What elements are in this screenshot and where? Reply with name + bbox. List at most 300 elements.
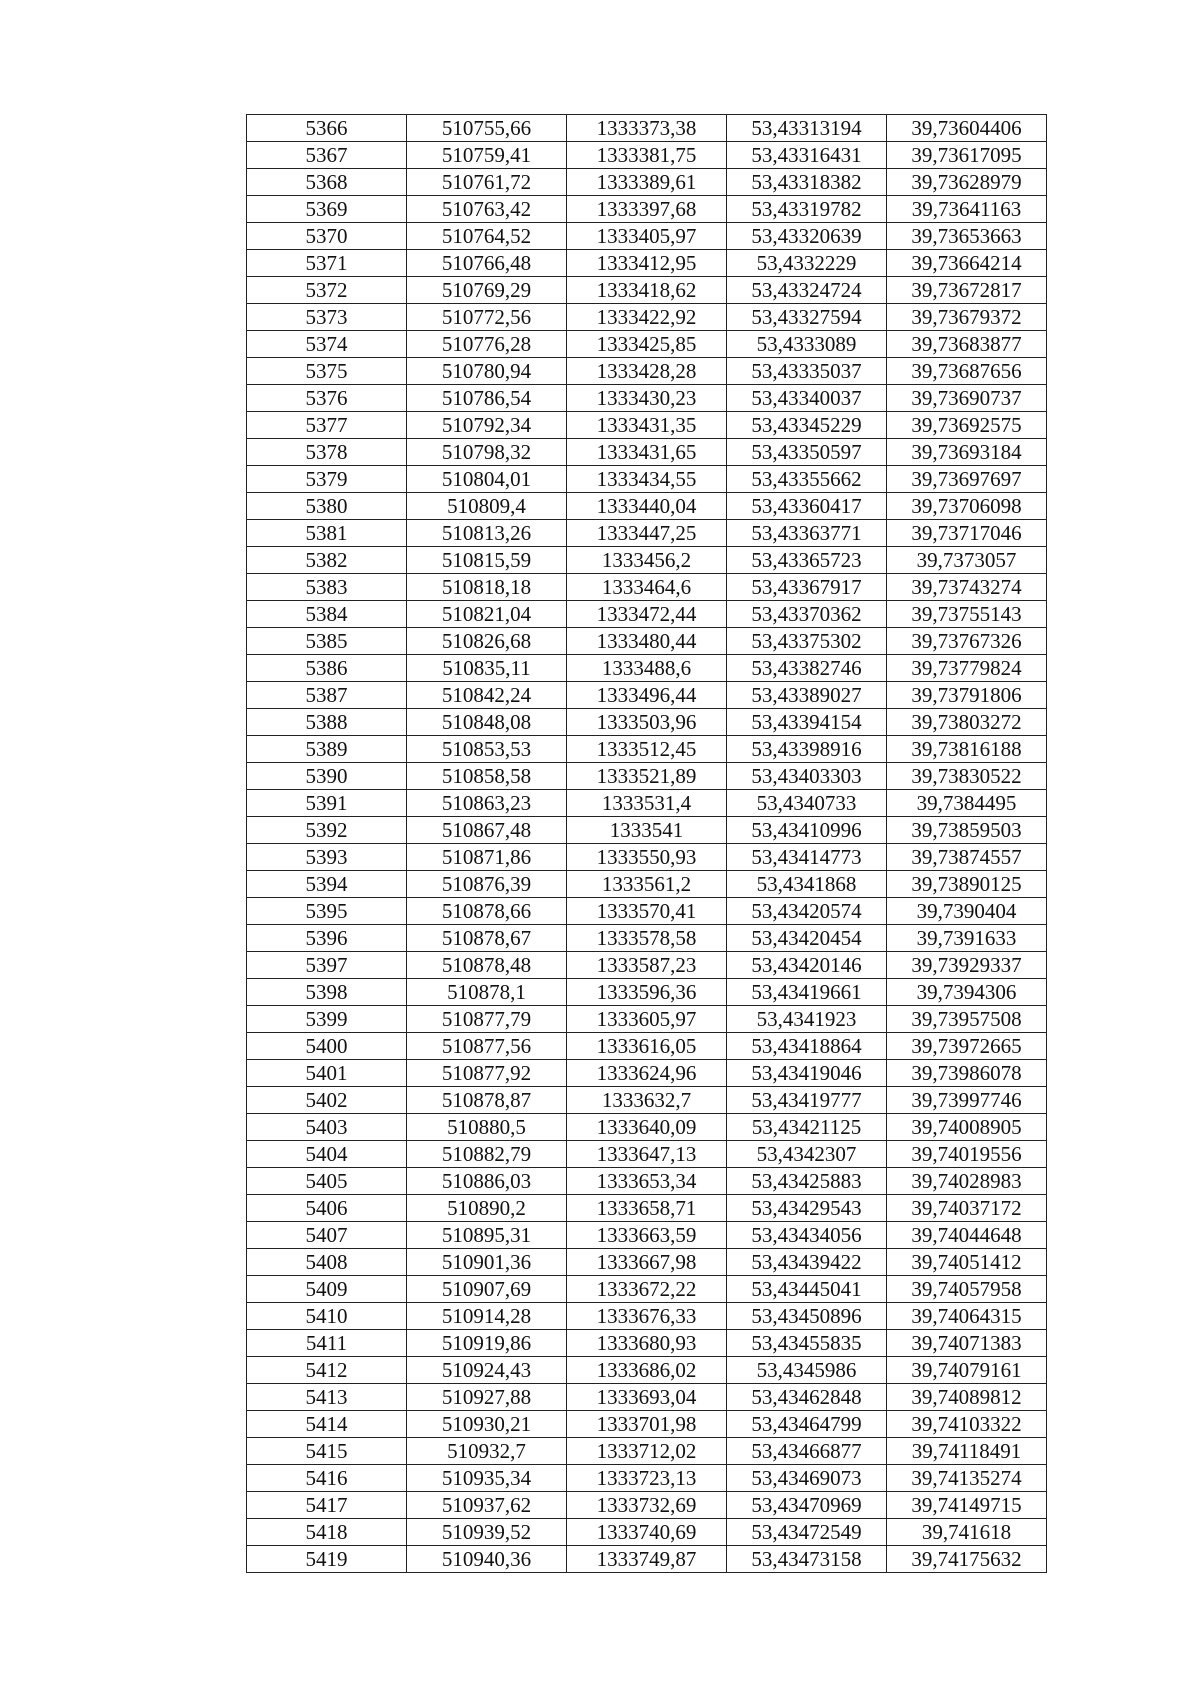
latitude-cell: 53,43419661: [727, 979, 887, 1006]
table-row: [247, 628, 1047, 655]
y-coordinate-cell: 1333605,97: [567, 1006, 727, 1033]
latitude-cell: 53,43355662: [727, 466, 887, 493]
x-coordinate-cell: 510826,68: [407, 628, 567, 655]
point-number-cell: 5379: [247, 466, 407, 493]
y-coordinate-cell: 1333596,36: [567, 979, 727, 1006]
longitude-cell: 39,74118491: [887, 1438, 1047, 1465]
longitude-cell: 39,74149715: [887, 1492, 1047, 1519]
x-coordinate-cell: 510809,4: [407, 493, 567, 520]
coordinates-table: [246, 114, 1047, 1573]
table-row: [247, 574, 1047, 601]
longitude-cell: 39,73791806: [887, 682, 1047, 709]
point-number-cell: 5383: [247, 574, 407, 601]
y-coordinate-cell: 1333472,44: [567, 601, 727, 628]
x-coordinate-cell: 510932,7: [407, 1438, 567, 1465]
x-coordinate-cell: 510890,2: [407, 1195, 567, 1222]
point-number-cell: 5418: [247, 1519, 407, 1546]
x-coordinate-cell: 510878,1: [407, 979, 567, 1006]
latitude-cell: 53,43340037: [727, 385, 887, 412]
x-coordinate-cell: 510792,34: [407, 412, 567, 439]
latitude-cell: 53,4342307: [727, 1141, 887, 1168]
longitude-cell: 39,7390404: [887, 898, 1047, 925]
longitude-cell: 39,74037172: [887, 1195, 1047, 1222]
longitude-cell: 39,73859503: [887, 817, 1047, 844]
latitude-cell: 53,43335037: [727, 358, 887, 385]
table-row: [247, 1006, 1047, 1033]
point-number-cell: 5372: [247, 277, 407, 304]
latitude-cell: 53,43398916: [727, 736, 887, 763]
table-row: [247, 1087, 1047, 1114]
latitude-cell: 53,43434056: [727, 1222, 887, 1249]
table-row: [247, 331, 1047, 358]
latitude-cell: 53,43421125: [727, 1114, 887, 1141]
x-coordinate-cell: 510853,53: [407, 736, 567, 763]
point-number-cell: 5416: [247, 1465, 407, 1492]
y-coordinate-cell: 1333422,92: [567, 304, 727, 331]
x-coordinate-cell: 510882,79: [407, 1141, 567, 1168]
table-row: [247, 466, 1047, 493]
y-coordinate-cell: 1333680,93: [567, 1330, 727, 1357]
point-number-cell: 5402: [247, 1087, 407, 1114]
latitude-cell: 53,43410996: [727, 817, 887, 844]
longitude-cell: 39,73717046: [887, 520, 1047, 547]
x-coordinate-cell: 510871,86: [407, 844, 567, 871]
point-number-cell: 5415: [247, 1438, 407, 1465]
table-row: [247, 655, 1047, 682]
table-row: [247, 763, 1047, 790]
latitude-cell: 53,43327594: [727, 304, 887, 331]
point-number-cell: 5366: [247, 115, 407, 142]
x-coordinate-cell: 510786,54: [407, 385, 567, 412]
y-coordinate-cell: 1333712,02: [567, 1438, 727, 1465]
x-coordinate-cell: 510780,94: [407, 358, 567, 385]
latitude-cell: 53,43469073: [727, 1465, 887, 1492]
latitude-cell: 53,43318382: [727, 169, 887, 196]
y-coordinate-cell: 1333693,04: [567, 1384, 727, 1411]
y-coordinate-cell: 1333512,45: [567, 736, 727, 763]
latitude-cell: 53,43418864: [727, 1033, 887, 1060]
table-row: [247, 1546, 1047, 1573]
y-coordinate-cell: 1333632,7: [567, 1087, 727, 1114]
table-row: [247, 277, 1047, 304]
table-row: [247, 412, 1047, 439]
latitude-cell: 53,43419777: [727, 1087, 887, 1114]
point-number-cell: 5388: [247, 709, 407, 736]
x-coordinate-cell: 510815,59: [407, 547, 567, 574]
x-coordinate-cell: 510907,69: [407, 1276, 567, 1303]
longitude-cell: 39,74008905: [887, 1114, 1047, 1141]
table-row: [247, 115, 1047, 142]
point-number-cell: 5404: [247, 1141, 407, 1168]
longitude-cell: 39,73604406: [887, 115, 1047, 142]
point-number-cell: 5375: [247, 358, 407, 385]
point-number-cell: 5382: [247, 547, 407, 574]
y-coordinate-cell: 1333381,75: [567, 142, 727, 169]
latitude-cell: 53,43420574: [727, 898, 887, 925]
longitude-cell: 39,73972665: [887, 1033, 1047, 1060]
table-row: [247, 709, 1047, 736]
point-number-cell: 5413: [247, 1384, 407, 1411]
y-coordinate-cell: 1333434,55: [567, 466, 727, 493]
y-coordinate-cell: 1333672,22: [567, 1276, 727, 1303]
point-number-cell: 5414: [247, 1411, 407, 1438]
longitude-cell: 39,74057958: [887, 1276, 1047, 1303]
latitude-cell: 53,43370362: [727, 601, 887, 628]
point-number-cell: 5380: [247, 493, 407, 520]
latitude-cell: 53,4332229: [727, 250, 887, 277]
table-row: [247, 736, 1047, 763]
point-number-cell: 5376: [247, 385, 407, 412]
latitude-cell: 53,43439422: [727, 1249, 887, 1276]
x-coordinate-cell: 510877,79: [407, 1006, 567, 1033]
latitude-cell: 53,43345229: [727, 412, 887, 439]
x-coordinate-cell: 510764,52: [407, 223, 567, 250]
y-coordinate-cell: 1333624,96: [567, 1060, 727, 1087]
latitude-cell: 53,43425883: [727, 1168, 887, 1195]
point-number-cell: 5384: [247, 601, 407, 628]
y-coordinate-cell: 1333561,2: [567, 871, 727, 898]
x-coordinate-cell: 510878,66: [407, 898, 567, 925]
point-number-cell: 5399: [247, 1006, 407, 1033]
point-number-cell: 5386: [247, 655, 407, 682]
point-number-cell: 5392: [247, 817, 407, 844]
latitude-cell: 53,43389027: [727, 682, 887, 709]
point-number-cell: 5411: [247, 1330, 407, 1357]
y-coordinate-cell: 1333488,6: [567, 655, 727, 682]
x-coordinate-cell: 510766,48: [407, 250, 567, 277]
x-coordinate-cell: 510878,48: [407, 952, 567, 979]
y-coordinate-cell: 1333570,41: [567, 898, 727, 925]
table-row: [247, 250, 1047, 277]
point-number-cell: 5370: [247, 223, 407, 250]
table-row: [247, 844, 1047, 871]
latitude-cell: 53,43455835: [727, 1330, 887, 1357]
table-row: [247, 979, 1047, 1006]
x-coordinate-cell: 510877,92: [407, 1060, 567, 1087]
table-row: [247, 1438, 1047, 1465]
x-coordinate-cell: 510804,01: [407, 466, 567, 493]
longitude-cell: 39,73653663: [887, 223, 1047, 250]
x-coordinate-cell: 510842,24: [407, 682, 567, 709]
latitude-cell: 53,43394154: [727, 709, 887, 736]
y-coordinate-cell: 1333578,58: [567, 925, 727, 952]
point-number-cell: 5385: [247, 628, 407, 655]
x-coordinate-cell: 510821,04: [407, 601, 567, 628]
x-coordinate-cell: 510867,48: [407, 817, 567, 844]
x-coordinate-cell: 510939,52: [407, 1519, 567, 1546]
x-coordinate-cell: 510935,34: [407, 1465, 567, 1492]
longitude-cell: 39,73617095: [887, 142, 1047, 169]
point-number-cell: 5374: [247, 331, 407, 358]
point-number-cell: 5409: [247, 1276, 407, 1303]
y-coordinate-cell: 1333397,68: [567, 196, 727, 223]
point-number-cell: 5408: [247, 1249, 407, 1276]
table-row: [247, 196, 1047, 223]
point-number-cell: 5381: [247, 520, 407, 547]
latitude-cell: 53,4345986: [727, 1357, 887, 1384]
y-coordinate-cell: 1333616,05: [567, 1033, 727, 1060]
table-row: [247, 952, 1047, 979]
point-number-cell: 5405: [247, 1168, 407, 1195]
latitude-cell: 53,43320639: [727, 223, 887, 250]
longitude-cell: 39,73743274: [887, 574, 1047, 601]
latitude-cell: 53,4341923: [727, 1006, 887, 1033]
x-coordinate-cell: 510927,88: [407, 1384, 567, 1411]
latitude-cell: 53,43466877: [727, 1438, 887, 1465]
longitude-cell: 39,74064315: [887, 1303, 1047, 1330]
longitude-cell: 39,7373057: [887, 547, 1047, 574]
longitude-cell: 39,73830522: [887, 763, 1047, 790]
y-coordinate-cell: 1333521,89: [567, 763, 727, 790]
table-row: [247, 1384, 1047, 1411]
longitude-cell: 39,73706098: [887, 493, 1047, 520]
y-coordinate-cell: 1333447,25: [567, 520, 727, 547]
point-number-cell: 5387: [247, 682, 407, 709]
latitude-cell: 53,43316431: [727, 142, 887, 169]
table-row: [247, 1114, 1047, 1141]
table-row: [247, 142, 1047, 169]
table-row: [247, 1141, 1047, 1168]
longitude-cell: 39,7384495: [887, 790, 1047, 817]
point-number-cell: 5391: [247, 790, 407, 817]
longitude-cell: 39,74051412: [887, 1249, 1047, 1276]
point-number-cell: 5400: [247, 1033, 407, 1060]
longitude-cell: 39,73874557: [887, 844, 1047, 871]
x-coordinate-cell: 510940,36: [407, 1546, 567, 1573]
x-coordinate-cell: 510772,56: [407, 304, 567, 331]
latitude-cell: 53,43420146: [727, 952, 887, 979]
table-row: [247, 385, 1047, 412]
latitude-cell: 53,43313194: [727, 115, 887, 142]
y-coordinate-cell: 1333464,6: [567, 574, 727, 601]
latitude-cell: 53,43367917: [727, 574, 887, 601]
point-number-cell: 5373: [247, 304, 407, 331]
x-coordinate-cell: 510769,29: [407, 277, 567, 304]
point-number-cell: 5396: [247, 925, 407, 952]
latitude-cell: 53,43414773: [727, 844, 887, 871]
x-coordinate-cell: 510876,39: [407, 871, 567, 898]
table-row: [247, 1492, 1047, 1519]
point-number-cell: 5394: [247, 871, 407, 898]
longitude-cell: 39,73697697: [887, 466, 1047, 493]
y-coordinate-cell: 1333373,38: [567, 115, 727, 142]
longitude-cell: 39,7394306: [887, 979, 1047, 1006]
point-number-cell: 5417: [247, 1492, 407, 1519]
latitude-cell: 53,43365723: [727, 547, 887, 574]
y-coordinate-cell: 1333701,98: [567, 1411, 727, 1438]
x-coordinate-cell: 510835,11: [407, 655, 567, 682]
x-coordinate-cell: 510937,62: [407, 1492, 567, 1519]
y-coordinate-cell: 1333550,93: [567, 844, 727, 871]
y-coordinate-cell: 1333663,59: [567, 1222, 727, 1249]
table-row: [247, 358, 1047, 385]
y-coordinate-cell: 1333587,23: [567, 952, 727, 979]
y-coordinate-cell: 1333647,13: [567, 1141, 727, 1168]
coordinates-table-body: [247, 115, 1047, 1573]
latitude-cell: 53,43420454: [727, 925, 887, 952]
y-coordinate-cell: 1333412,95: [567, 250, 727, 277]
y-coordinate-cell: 1333428,28: [567, 358, 727, 385]
table-row: [247, 223, 1047, 250]
x-coordinate-cell: 510877,56: [407, 1033, 567, 1060]
y-coordinate-cell: 1333405,97: [567, 223, 727, 250]
table-row: [247, 493, 1047, 520]
point-number-cell: 5378: [247, 439, 407, 466]
x-coordinate-cell: 510919,86: [407, 1330, 567, 1357]
table-row: [247, 520, 1047, 547]
longitude-cell: 39,73997746: [887, 1087, 1047, 1114]
y-coordinate-cell: 1333418,62: [567, 277, 727, 304]
point-number-cell: 5401: [247, 1060, 407, 1087]
y-coordinate-cell: 1333732,69: [567, 1492, 727, 1519]
point-number-cell: 5403: [247, 1114, 407, 1141]
y-coordinate-cell: 1333431,65: [567, 439, 727, 466]
longitude-cell: 39,74019556: [887, 1141, 1047, 1168]
table-row: [247, 1330, 1047, 1357]
table-row: [247, 871, 1047, 898]
y-coordinate-cell: 1333456,2: [567, 547, 727, 574]
latitude-cell: 53,43470969: [727, 1492, 887, 1519]
latitude-cell: 53,4333089: [727, 331, 887, 358]
y-coordinate-cell: 1333425,85: [567, 331, 727, 358]
point-number-cell: 5412: [247, 1357, 407, 1384]
longitude-cell: 39,73693184: [887, 439, 1047, 466]
longitude-cell: 39,7391633: [887, 925, 1047, 952]
x-coordinate-cell: 510755,66: [407, 115, 567, 142]
table-row: [247, 601, 1047, 628]
longitude-cell: 39,73672817: [887, 277, 1047, 304]
longitude-cell: 39,73679372: [887, 304, 1047, 331]
x-coordinate-cell: 510924,43: [407, 1357, 567, 1384]
longitude-cell: 39,73692575: [887, 412, 1047, 439]
latitude-cell: 53,43375302: [727, 628, 887, 655]
longitude-cell: 39,74135274: [887, 1465, 1047, 1492]
latitude-cell: 53,43450896: [727, 1303, 887, 1330]
latitude-cell: 53,43472549: [727, 1519, 887, 1546]
y-coordinate-cell: 1333430,23: [567, 385, 727, 412]
table-row: [247, 1411, 1047, 1438]
table-row: [247, 1222, 1047, 1249]
table-row: [247, 169, 1047, 196]
point-number-cell: 5377: [247, 412, 407, 439]
y-coordinate-cell: 1333496,44: [567, 682, 727, 709]
x-coordinate-cell: 510813,26: [407, 520, 567, 547]
table-row: [247, 817, 1047, 844]
y-coordinate-cell: 1333653,34: [567, 1168, 727, 1195]
x-coordinate-cell: 510763,42: [407, 196, 567, 223]
latitude-cell: 53,43462848: [727, 1384, 887, 1411]
x-coordinate-cell: 510880,5: [407, 1114, 567, 1141]
latitude-cell: 53,43319782: [727, 196, 887, 223]
y-coordinate-cell: 1333389,61: [567, 169, 727, 196]
x-coordinate-cell: 510895,31: [407, 1222, 567, 1249]
longitude-cell: 39,73755143: [887, 601, 1047, 628]
table-row: [247, 1060, 1047, 1087]
longitude-cell: 39,73929337: [887, 952, 1047, 979]
latitude-cell: 53,43360417: [727, 493, 887, 520]
longitude-cell: 39,74103322: [887, 1411, 1047, 1438]
y-coordinate-cell: 1333431,35: [567, 412, 727, 439]
point-number-cell: 5395: [247, 898, 407, 925]
point-number-cell: 5398: [247, 979, 407, 1006]
longitude-cell: 39,73628979: [887, 169, 1047, 196]
longitude-cell: 39,74079161: [887, 1357, 1047, 1384]
latitude-cell: 53,43429543: [727, 1195, 887, 1222]
longitude-cell: 39,73890125: [887, 871, 1047, 898]
point-number-cell: 5368: [247, 169, 407, 196]
latitude-cell: 53,43363771: [727, 520, 887, 547]
table-row: [247, 1465, 1047, 1492]
y-coordinate-cell: 1333658,71: [567, 1195, 727, 1222]
table-row: [247, 304, 1047, 331]
longitude-cell: 39,73816188: [887, 736, 1047, 763]
latitude-cell: 53,43382746: [727, 655, 887, 682]
x-coordinate-cell: 510878,87: [407, 1087, 567, 1114]
latitude-cell: 53,4341868: [727, 871, 887, 898]
longitude-cell: 39,74028983: [887, 1168, 1047, 1195]
point-number-cell: 5390: [247, 763, 407, 790]
table-row: [247, 547, 1047, 574]
longitude-cell: 39,73641163: [887, 196, 1047, 223]
x-coordinate-cell: 510776,28: [407, 331, 567, 358]
table-row: [247, 1195, 1047, 1222]
y-coordinate-cell: 1333541: [567, 817, 727, 844]
y-coordinate-cell: 1333686,02: [567, 1357, 727, 1384]
longitude-cell: 39,73690737: [887, 385, 1047, 412]
latitude-cell: 53,43419046: [727, 1060, 887, 1087]
y-coordinate-cell: 1333723,13: [567, 1465, 727, 1492]
x-coordinate-cell: 510878,67: [407, 925, 567, 952]
table-row: [247, 1168, 1047, 1195]
x-coordinate-cell: 510901,36: [407, 1249, 567, 1276]
table-row: [247, 790, 1047, 817]
point-number-cell: 5371: [247, 250, 407, 277]
latitude-cell: 53,43445041: [727, 1276, 887, 1303]
table-row: [247, 439, 1047, 466]
latitude-cell: 53,43403303: [727, 763, 887, 790]
point-number-cell: 5389: [247, 736, 407, 763]
point-number-cell: 5407: [247, 1222, 407, 1249]
table-row: [247, 1519, 1047, 1546]
y-coordinate-cell: 1333740,69: [567, 1519, 727, 1546]
table-row: [247, 1303, 1047, 1330]
longitude-cell: 39,73664214: [887, 250, 1047, 277]
x-coordinate-cell: 510848,08: [407, 709, 567, 736]
table-row: [247, 1357, 1047, 1384]
latitude-cell: 53,4340733: [727, 790, 887, 817]
latitude-cell: 53,43350597: [727, 439, 887, 466]
x-coordinate-cell: 510759,41: [407, 142, 567, 169]
x-coordinate-cell: 510818,18: [407, 574, 567, 601]
table-row: [247, 1249, 1047, 1276]
y-coordinate-cell: 1333480,44: [567, 628, 727, 655]
y-coordinate-cell: 1333440,04: [567, 493, 727, 520]
x-coordinate-cell: 510886,03: [407, 1168, 567, 1195]
table-row: [247, 1276, 1047, 1303]
longitude-cell: 39,73767326: [887, 628, 1047, 655]
y-coordinate-cell: 1333640,09: [567, 1114, 727, 1141]
table-row: [247, 682, 1047, 709]
longitude-cell: 39,73803272: [887, 709, 1047, 736]
longitude-cell: 39,73957508: [887, 1006, 1047, 1033]
y-coordinate-cell: 1333749,87: [567, 1546, 727, 1573]
latitude-cell: 53,43324724: [727, 277, 887, 304]
longitude-cell: 39,74044648: [887, 1222, 1047, 1249]
point-number-cell: 5406: [247, 1195, 407, 1222]
latitude-cell: 53,43464799: [727, 1411, 887, 1438]
x-coordinate-cell: 510914,28: [407, 1303, 567, 1330]
y-coordinate-cell: 1333531,4: [567, 790, 727, 817]
